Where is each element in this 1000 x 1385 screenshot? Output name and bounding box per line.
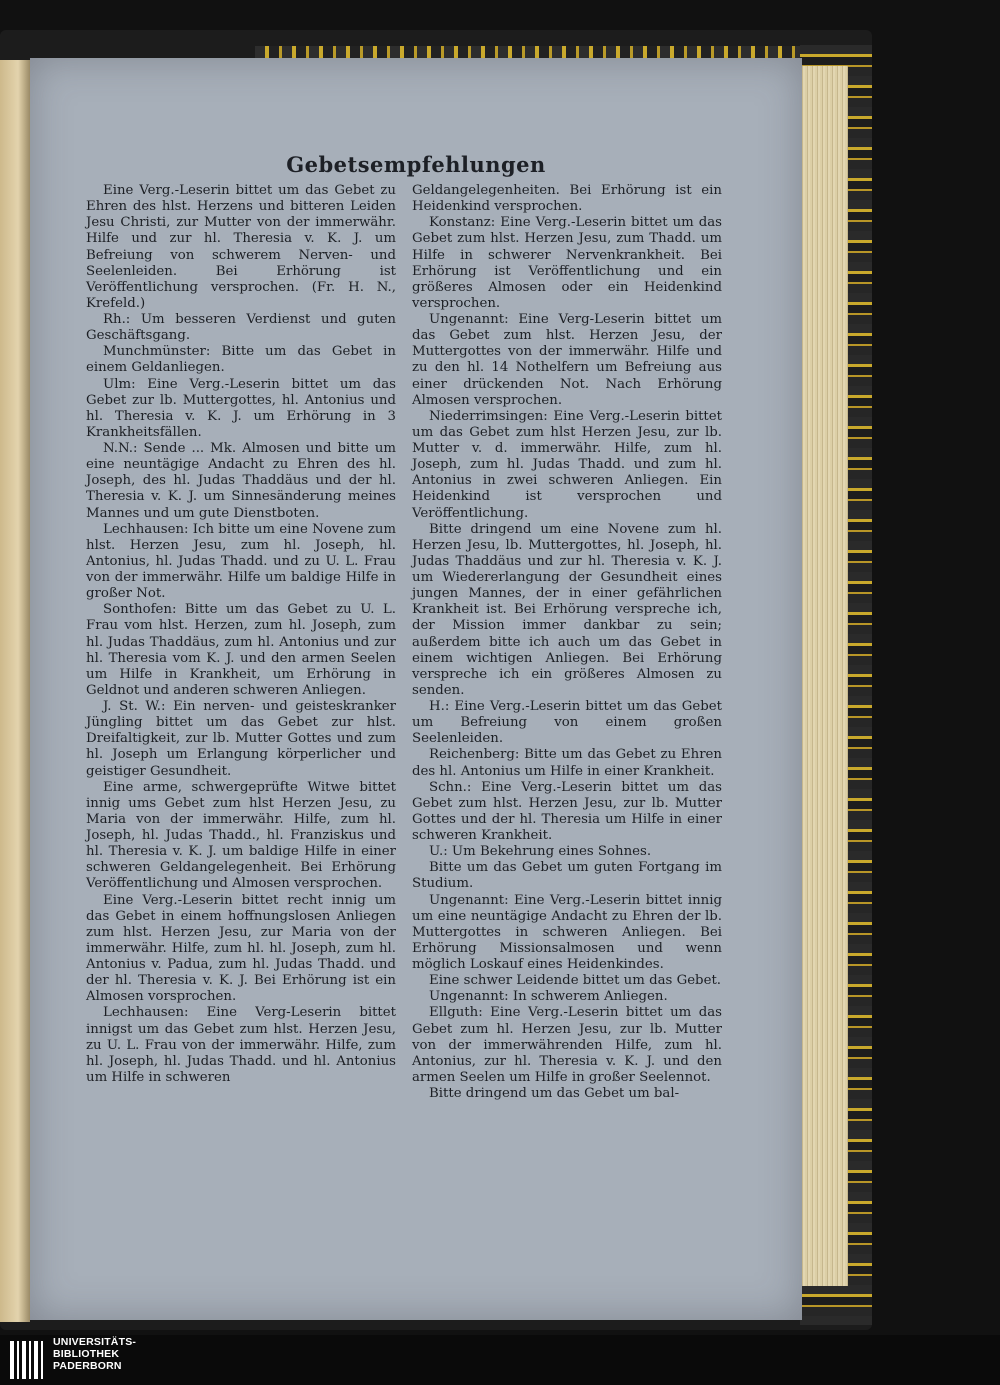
paragraph: Lechhausen: Eine Verg-Leserin bittet innigst um das Gebet zum hlst. Herzen Jesu, zu U. L. Frau von der immerwähr. Hilfe, zum hl. Joseph, hl. Judas Thadd. und hl. Antonius um Hilfe in schweren — [86, 1005, 396, 1085]
paragraph: Bitte dringend um eine Novene zum hl. Herzen Jesu, lb. Muttergottes, hl. Joseph, hl. Judas Thaddäus und zur hl. Theresia v. K. J. um Wiedererlangung der Gesundheit eines jungen Mannes, der in einer gefährlichen Krankheit ist. Bei Erhörung verspreche ich, der Mission immer dankbar zu sein; außerdem bitte ich auch um das Gebet in einem wichtigen Anliegen. Bei Erhörung verspreche ich ein größeres Almosen zu senden. — [412, 521, 722, 698]
paragraph: Eine schwer Leidende bittet um das Gebet. — [429, 973, 722, 989]
library-logo — [8, 1337, 148, 1381]
paragraph: Niederrimsingen: Eine Verg.-Leserin bittet um das Gebet zum hlst Herzen Jesu, zur lb. Mutter v. d. immerwähr. Hilfe, zum hl. Joseph, zum hl. Judas Thadd. und zum hl. Antonius in zwei schweren Anliegen. Ein Heidenkind ist versprochen und Veröffentlichung. — [412, 408, 722, 521]
paragraph: Ungenannt: Eine Verg.-Leserin bittet innig um eine neuntägige Andacht zu Ehren der lb. Muttergottes in schweren Anliegen. Bei Erhörung Missionsalmosen und wenn möglich Loskauf eines Heidenkindes. — [412, 892, 722, 972]
paragraph: Eine Verg.-Leserin bittet recht innig um das Gebet in einem hoffnungslosen Anliegen zum hlst. Herzen Jesu, zur Maria von der immerwähr. Hilfe, zum hl. hl. Joseph, zum hl. Antonius v. Padua, zum hl. Judas Thadd. und der hl. Theresia v. K. J. Bei Erhörung ist ein Almosen vorsprochen. — [86, 892, 396, 1005]
paragraph: Lechhausen: Ich bitte um eine Novene zum hlst. Herzen Jesu, zum hl. Joseph, hl. Antonius, hl. Judas Thadd. und zu U. L. Frau von der immerwähr. Hilfe um baldige Hilfe in großer Not. — [86, 521, 396, 602]
paragraph: Geldangelegenheiten. Bei Erhörung ist ein Heidenkind versprochen. — [412, 183, 722, 215]
paragraph: Sonthofen: Bitte um das Gebet zu U. L. Frau vom hlst. Herzen, zum hl. Joseph, zum hl. Judas Thaddäus, zum hl. Antonius und zur hl. Theresia vom K. J. und den armen Seelen um Hilfe in Krankheit, um Erhörung in Geldnot und anderen schweren Anliegen. — [86, 602, 396, 698]
paragraph: Eine Verg.-Leserin bittet um das Gebet zu Ehren des hlst. Herzens und bitteren Leiden Jesu Christi, zur Mutter von der immerwähr. Hilfe und zur hl. Theresia v. K. J. um Befreiung von schwerem Nerven- und Seelenleiden. Bei Erhörung ist Veröffentlichung versprochen. (Fr. H. N., Krefeld.) — [86, 183, 396, 311]
paragraph: N.N.: Sende ... Mk. Almosen und bitte um eine neuntägige Andacht zu Ehren des hl. Joseph, des hl. Judas Thaddäus und der hl. Theresia v. K. J. um Sinnesänderung meines Mannes und um gute Dienstboten. — [86, 441, 396, 521]
paragraph: H.: Eine Verg.-Leserin bittet um das Gebet um Befreiung von einem großen Seelenleiden. — [412, 699, 722, 747]
paragraph: Bitte dringend um das Gebet um bal- — [429, 1086, 680, 1101]
paragraph: Ellguth: Eine Verg.-Leserin bittet um das Gebet zum hl. Herzen Jesu, zur lb. Mutter von der immerwährenden Hilfe, zum hl. Antonius, zur hl. Theresia v. K. J. und den armen Seelen um Hilfe in großer Seelennot. — [412, 1005, 722, 1085]
paragraph: Rh.: Um besseren Verdienst und guten Geschäftsgang. — [86, 312, 396, 344]
paragraph: Munchmünster: Bitte um das Gebet in einem Geldanliegen. — [86, 344, 396, 376]
page-title: Gebetsempfehlungen — [286, 152, 546, 177]
paragraph: Ungenannt: Eine Verg-Leserin bittet um das Gebet zum hlst. Herzen Jesu, der Muttergottes von der immerwähr. Hilfe und zu den hl. 14 Nothelfern um Befreiung aus einer drückenden Not. Nach Erhörung Almosen versprochen. — [412, 312, 722, 408]
library-name — [53, 1337, 136, 1372]
left-text-column — [86, 183, 396, 1086]
paragraph: U.: Um Bekehrung eines Sohnes. — [429, 844, 652, 860]
paragraph: Reichenberg: Bitte um das Gebet zu Ehren des hl. Antonius um Hilfe in einer Krankheit. — [412, 747, 722, 779]
paragraph: Bitte um das Gebet um guten Fortgang im Studium. — [412, 860, 722, 892]
right-text-column — [412, 183, 722, 1102]
library-name-line: UNIVERSITÄTS- — [53, 1336, 137, 1348]
paragraph: Schn.: Eine Verg.-Leserin bittet um das Gebet zum hlst. Herzen Jesu, zur lb. Mutter Gottes und der hl. Theresia um Hilfe in einer schweren Krankheit. — [412, 779, 722, 843]
paragraph: Eine arme, schwergeprüfte Witwe bittet innig ums Gebet zum hlst Herzen Jesu, zu Maria von der immerwähr. Hilfe, zum hl. Joseph, hl. Judas Thadd., hl. Franziskus und hl. Theresia v. K. J. um baldige Hilfe in einer schweren Geldangelegenheit. Bei Erhörung Veröffentlichung und Almosen versprochen. — [86, 779, 396, 892]
paragraph: Ulm: Eine Verg.-Leserin bittet um das Gebet zur lb. Muttergottes, hl. Antonius und hl. Theresia v. K. J. um Erhörung in 3 Krankheitsfällen. — [86, 376, 396, 440]
library-name-line: BIBLIOTHEK — [53, 1347, 120, 1360]
paragraph: Ungenannt: In schwerem Anliegen. — [429, 989, 668, 1005]
library-mark-icon — [8, 1339, 46, 1381]
page-block-edge — [800, 66, 848, 1286]
paragraph: J. St. W.: Ein nerven- und geisteskranker Jüngling bittet um das Gebet zur hlst. Dreifaltigkeit, zur lb. Mutter Gottes und zum hl. Joseph um Erlangung körperlicher und geistiger Gesundheit. — [86, 699, 396, 779]
left-page-edge — [0, 60, 30, 1322]
paragraph: Konstanz: Eine Verg.-Leserin bittet um das Gebet zum hlst. Herzen Jesu, zum Thadd. um Hilfe in schwerer Nervenkrankheit. Bei Erhörung ist Veröffentlichung und ein größeres Almosen oder ein Heidenkind versprochen. — [412, 215, 722, 311]
library-name-line: PADERBORN — [53, 1359, 122, 1372]
book-page — [30, 58, 802, 1320]
